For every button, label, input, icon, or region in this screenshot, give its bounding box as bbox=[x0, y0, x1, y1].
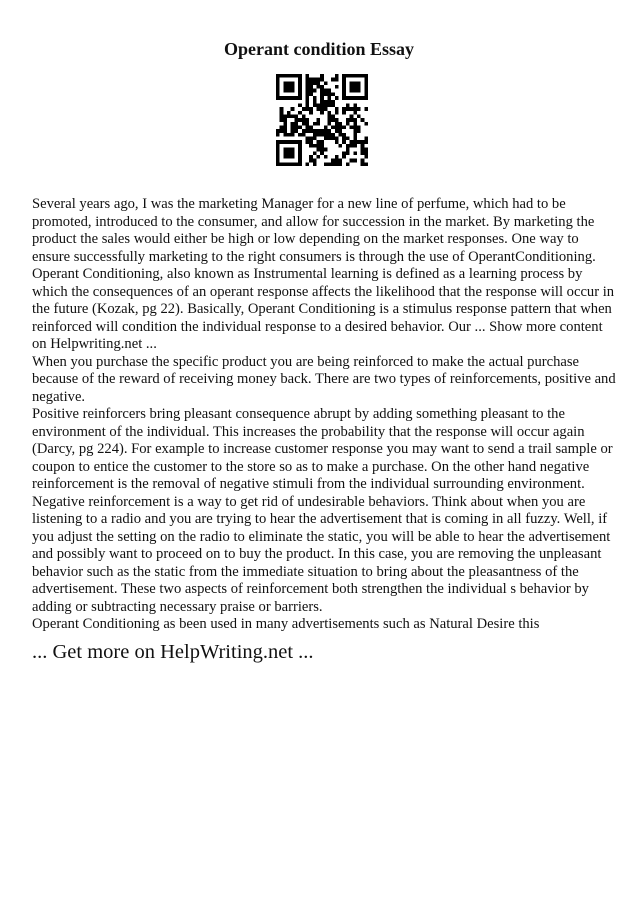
essay-body bbox=[32, 196, 616, 634]
page-title: Operant condition Essay bbox=[223, 39, 415, 59]
text-line: Operant Conditioning as been used in many advertisements such as Natural Desire this bbox=[32, 616, 540, 632]
text-line: environment of the individual. This increases the probability that the response will occur again bbox=[32, 423, 585, 440]
paragraph bbox=[32, 406, 612, 616]
qr-code bbox=[276, 74, 368, 166]
text-line: behavior such as the static from the immediate situation to bring about the pleasantness of the bbox=[32, 563, 579, 580]
text-line: the future (Kozak, pg 22). Basically, Operant Conditioning is a stimulus response pattern that when bbox=[32, 301, 612, 317]
text-line: ensure successfully marketing to the right consumers is through the use of OperantConditioning. bbox=[32, 248, 596, 265]
text-line: adding or subtracting necessary praise or barriers. bbox=[32, 598, 323, 615]
text-line: because of the reward of receiving money back. There are two types of reinforcements, positive and bbox=[32, 371, 616, 387]
text-line: Negative reinforcement is a way to get rid of undesirable behaviors. Think about when you are bbox=[32, 493, 586, 510]
text-line: promoted, introduced to the consumer, and allow for succession in the market. By marketing the bbox=[32, 213, 595, 230]
text-line: (Darcy, pg 224). For example to increase customer response you may want to send a trail sample or bbox=[32, 441, 613, 457]
text-line: and possibly want to proceed on to buy the product. In this case, you are removing the unpleasant bbox=[32, 546, 602, 562]
text-line: you adjust the setting on the radio to eliminate the static, you will be able to hear the advertisement bbox=[32, 528, 611, 545]
text-line: Operant Conditioning, also known as Instrumental learning is defined as a learning process by bbox=[32, 266, 583, 282]
text-line: When you purchase the specific product you are being reinforced to make the actual purchase bbox=[32, 353, 580, 370]
text-line: which the consequences of an operant response affects the likelihood that the response will occur in bbox=[32, 283, 615, 300]
text-line: Positive reinforcers bring pleasant consequence abrupt by adding something pleasant to the bbox=[32, 406, 565, 422]
text-line: Several years ago, I was the marketing Manager for a new line of perfume, which had to be bbox=[32, 196, 566, 212]
text-line: negative. bbox=[32, 388, 86, 405]
text-line: advertisement. These two aspects of reinforcement both strengthen the individual s behavior by bbox=[32, 581, 589, 597]
get-more-link[interactable]: ... Get more on HelpWriting.net ... bbox=[32, 641, 314, 663]
paragraph bbox=[32, 353, 616, 407]
text-line: listening to a radio and you are trying to hear the advertisement that is coming in all fuzzy. Well, if bbox=[32, 511, 608, 527]
text-line: on Helpwriting.net ... bbox=[32, 336, 157, 352]
paragraph bbox=[32, 196, 615, 354]
text-line: product the sales would either be high or low depending on the market responses. One way to bbox=[32, 231, 579, 247]
paragraph bbox=[32, 616, 612, 634]
text-line: reinforced will condition the individual response to a desired behavior. Our ... Show more content bbox=[32, 318, 603, 335]
text-line: reinforcement is the removal of negative stimuli from the individual surrounding environment. bbox=[32, 476, 585, 492]
text-line: coupon to entice the customer to the store so as to make a purchase. On the other hand negative bbox=[32, 458, 590, 475]
